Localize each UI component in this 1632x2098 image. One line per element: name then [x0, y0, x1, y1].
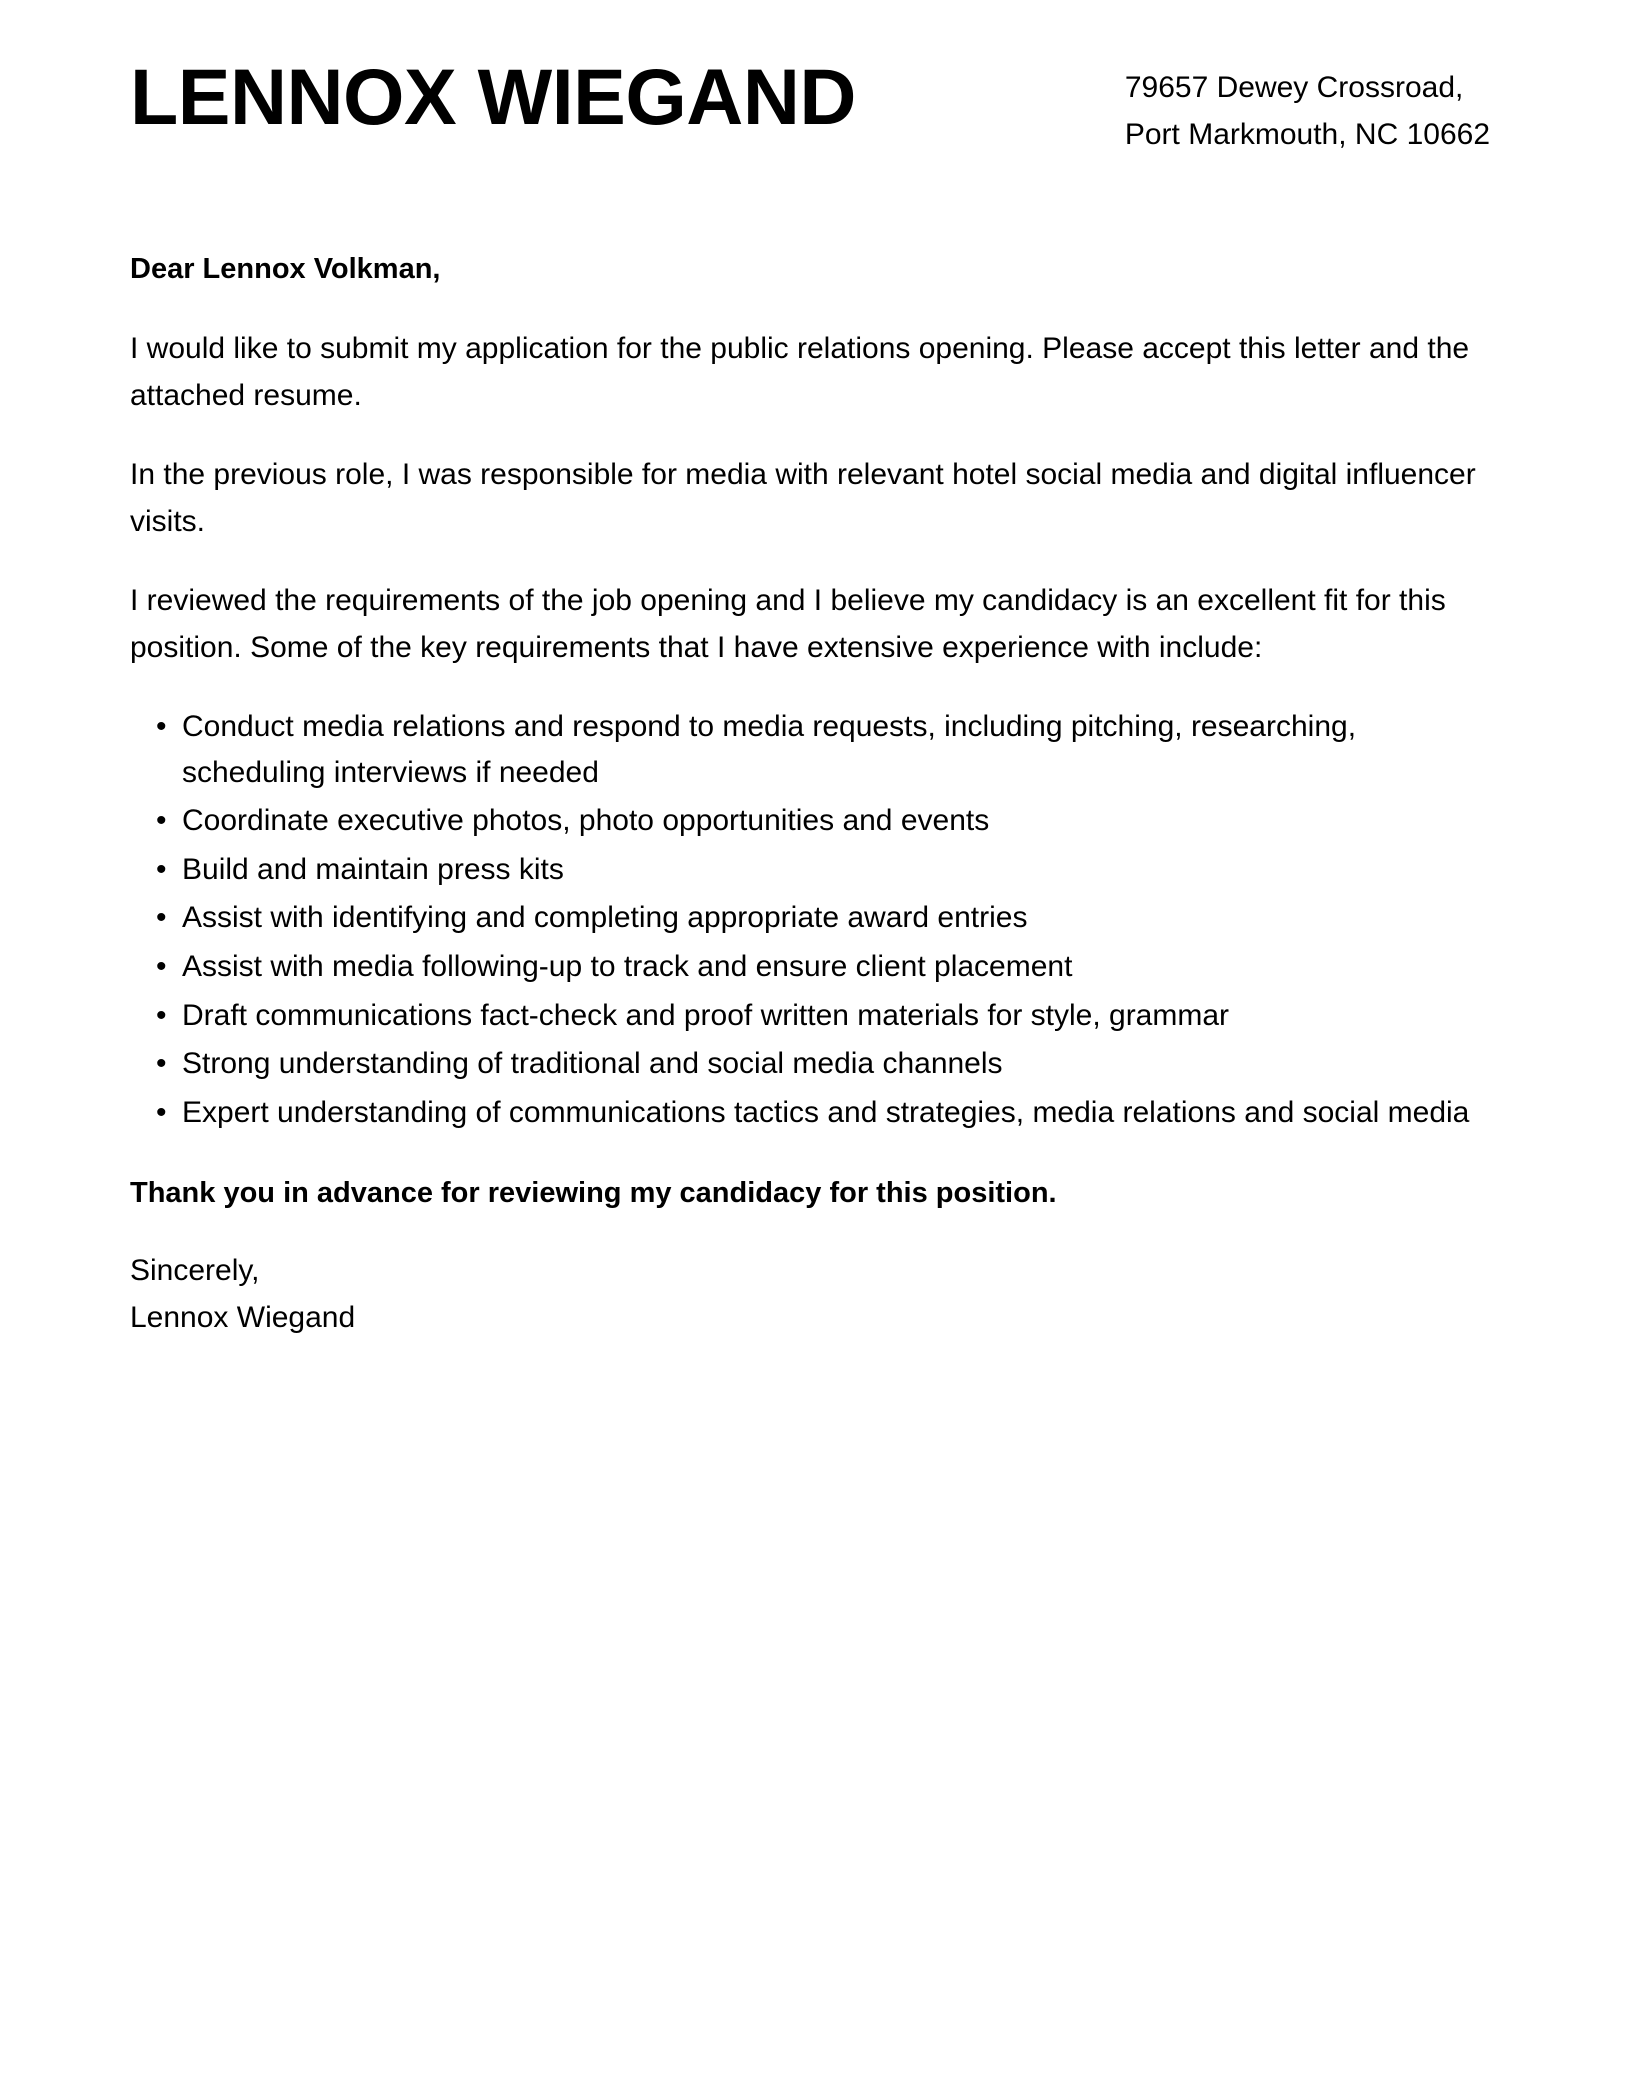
- signoff-label: Sincerely,: [130, 1254, 260, 1288]
- list-item: • Expert understanding of communications tactics and strategies, media relations and social media: [130, 1090, 1490, 1136]
- list-item: • Assist with identifying and completing appropriate award entries: [130, 895, 1490, 941]
- letter-content: [130, 0, 1490, 1341]
- list-item: • Coordinate executive photos, photo opportunities and events: [130, 798, 1490, 844]
- list-item: • Assist with media following-up to track and ensure client placement: [130, 944, 1490, 990]
- list-item: • Strong understanding of traditional and social media channels: [130, 1041, 1490, 1087]
- salutation: Dear Lennox Volkman,: [130, 253, 441, 285]
- signature-block: [130, 1248, 1490, 1341]
- list-item: • Build and maintain press kits: [130, 847, 1490, 893]
- sender-address: [1125, 55, 1490, 158]
- requirements-list: [130, 704, 1490, 1135]
- paragraph-requirements-intro: I reviewed the requirements of the job opening and I believe my candidacy is an excellent fit for this position. Some of the key requirements that I have extensive experience with include:: [130, 584, 1446, 664]
- list-item: • Conduct media relations and respond to media requests, including pitching, researching, scheduling interviews if needed: [130, 704, 1490, 795]
- paragraph-experience: In the previous role, I was responsible for media with relevant hotel social media and digital influencer visits.: [130, 458, 1476, 538]
- address-line-2: Port Markmouth, NC 10662: [1124, 117, 1490, 151]
- list-item: • Draft communications fact-check and proof written materials for style, grammar: [130, 993, 1490, 1039]
- address-line-1: 79657 Dewey Crossroad,: [1124, 71, 1464, 104]
- letter-body: [130, 158, 1490, 1341]
- paragraph-intro: I would like to submit my application for the public relations opening. Please accept this letter and the attached resume.: [130, 332, 1470, 412]
- letterhead: [130, 0, 1490, 158]
- closing-statement: Thank you in advance for reviewing my candidacy for this position.: [130, 1177, 1057, 1210]
- page-title: LENNOX WIEGAND: [130, 52, 856, 141]
- signature-name: Lennox Wiegand: [130, 1300, 356, 1334]
